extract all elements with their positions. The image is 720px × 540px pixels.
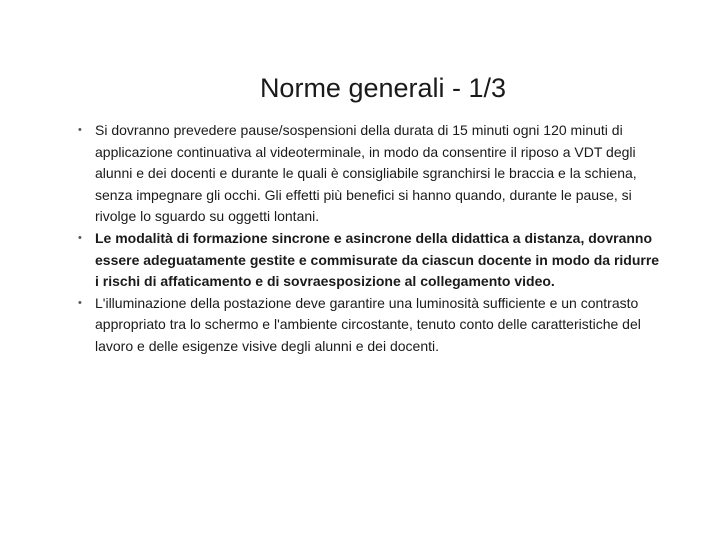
bullet-item-3 xyxy=(75,293,665,358)
bullet-item-1 xyxy=(75,120,665,228)
slide-title: Norme generali - 1/3 xyxy=(259,73,507,103)
bullet-text: L'illuminazione della postazione deve garantire una luminosità sufficiente e un contrasto appropriato tra lo schermo e l'ambiente circostante, tenuto conto delle caratteristiche del lavoro e delle esigenze visive degli alunni e dei docenti. xyxy=(95,294,641,354)
bullet-text: Le modalità di formazione sincrone e asincrone della didattica a distanza, dovranno essere adeguatamente gestite e commisurate da ciascun docente in modo da ridurre i rischi di affaticamento e di sovraesposizione al collegamento video. xyxy=(95,229,660,290)
bullet-item-2 xyxy=(75,228,665,293)
bullet-icon: • xyxy=(78,231,82,244)
bullet-text: Si dovranno prevedere pause/sospensioni della durata di 15 minuti ogni 120 minuti di applicazione continuativa al videoterminale, in modo da consentire il riposo a VDT degli alunni e dei docenti e durante le quali è consigliabile sgranchirsi le braccia e la schiena, senza impegnare gli occhi. Gli effetti più benefici si hanno quando, durante le pause, si rivolge lo sguardo su oggetti lontani. xyxy=(95,122,637,225)
bullet-icon: • xyxy=(78,124,82,136)
bullet-list xyxy=(75,120,665,358)
bullet-icon: • xyxy=(78,296,82,309)
